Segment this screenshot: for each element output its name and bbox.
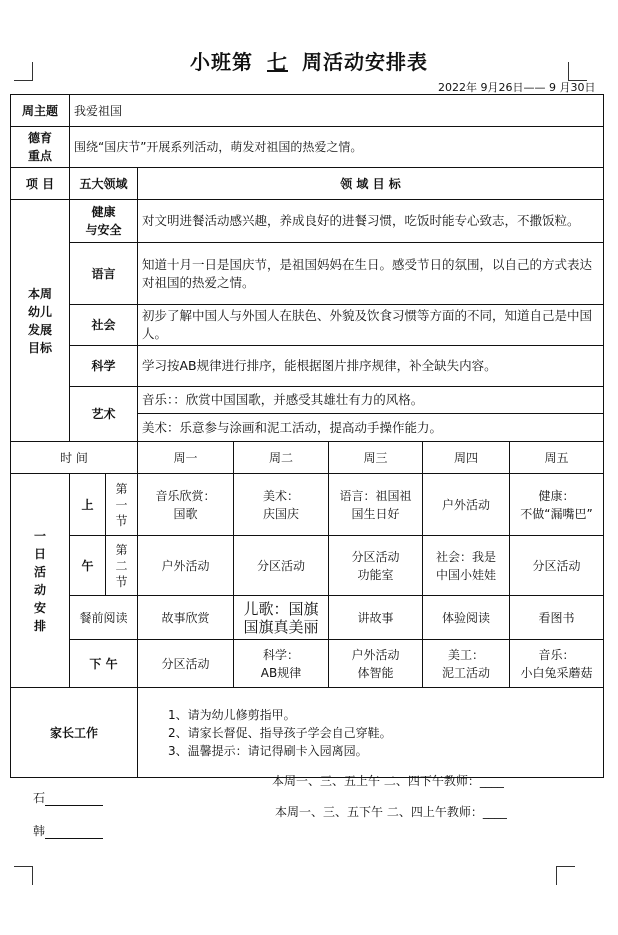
domain-name: 艺术 bbox=[70, 387, 138, 442]
domain-name: 社会 bbox=[70, 305, 138, 346]
activity-cell: 音乐： 小白兔采蘑菇 bbox=[510, 640, 604, 688]
schedule-row-period2 bbox=[11, 536, 604, 596]
title-week-number: 七 bbox=[267, 50, 288, 74]
domain-goal-music: 音乐：：欣赏中国国歌，并感受其雄壮有力的风格。 bbox=[138, 387, 604, 414]
domain-row-language bbox=[11, 243, 604, 305]
domain-name: 科学 bbox=[70, 346, 138, 387]
day-header: 周二 bbox=[234, 442, 329, 474]
crop-mark-bottom-right bbox=[556, 866, 575, 885]
activity-cell: 分区活动 功能室 bbox=[329, 536, 423, 596]
time-label: 时 间 bbox=[11, 442, 138, 474]
activity-cell: 看图书 bbox=[510, 596, 604, 640]
day-header: 周五 bbox=[510, 442, 604, 474]
domain-row-health bbox=[11, 200, 604, 243]
domain-row-social bbox=[11, 305, 604, 346]
domain-goal-fineart: 美术：乐意参与涂画和泥工活动，提高动手操作能力。 bbox=[138, 414, 604, 442]
header-fields: 五大领域 bbox=[70, 168, 138, 200]
moral-row bbox=[11, 127, 604, 168]
signature-name: 韩 bbox=[33, 824, 46, 838]
activity-cell: 分区活动 bbox=[138, 640, 234, 688]
day-header: 周四 bbox=[423, 442, 510, 474]
footer-teacher-line-2: 本周一、三、五下午 二、四上午教师：____ bbox=[275, 805, 507, 819]
moral-label: 德育 重点 bbox=[11, 127, 70, 168]
title-prefix: 小班第 bbox=[190, 50, 253, 74]
domain-row-science bbox=[11, 346, 604, 387]
activity-cell: 分区活动 bbox=[510, 536, 604, 596]
footer-teacher-line-1: 本周一、三、五上午 二、四下午教师：____ bbox=[272, 774, 504, 788]
theme-row bbox=[11, 95, 604, 127]
signature-han bbox=[33, 822, 103, 839]
daily-schedule-label: 一 日 活 动 安 排 bbox=[11, 474, 70, 688]
header-item: 项 目 bbox=[11, 168, 70, 200]
activity-cell: 健康： 不做“漏嘴巴” bbox=[510, 474, 604, 536]
page-title bbox=[0, 46, 618, 75]
parents-content bbox=[138, 688, 604, 778]
morning-label-top: 上 bbox=[70, 474, 106, 536]
activity-cell: 户外活动 体智能 bbox=[329, 640, 423, 688]
date-range: 2022年 9月26日—— 9 月30日 bbox=[438, 81, 596, 94]
activity-cell: 美工： 泥工活动 bbox=[423, 640, 510, 688]
theme-value: 我爱祖国 bbox=[70, 95, 604, 127]
signature-shi bbox=[33, 789, 103, 806]
parents-item: 3、温馨提示：请记得刷卡入园离园。 bbox=[168, 743, 368, 758]
afternoon-label: 下 午 bbox=[70, 640, 138, 688]
parents-item: 2、请家长督促、指导孩子学会自己穿鞋。 bbox=[168, 725, 392, 740]
moral-value: 围绕“国庆节”开展系列活动，萌发对祖国的热爱之情。 bbox=[70, 127, 604, 168]
schedule-row-afternoon bbox=[11, 640, 604, 688]
schedule-row-period1 bbox=[11, 474, 604, 536]
header-goals: 领 域 目 标 bbox=[138, 168, 604, 200]
activity-cell: 美术： 庆国庆 bbox=[234, 474, 329, 536]
activity-cell: 分区活动 bbox=[234, 536, 329, 596]
parents-label: 家长工作 bbox=[11, 688, 138, 778]
morning-label-bottom: 午 bbox=[70, 536, 106, 596]
activity-cell: 语言：祖国祖 国生日好 bbox=[329, 474, 423, 536]
signature-name: 石 bbox=[33, 791, 46, 805]
goals-header-row bbox=[11, 168, 604, 200]
theme-label: 周主题 bbox=[11, 95, 70, 127]
domain-name: 语言 bbox=[70, 243, 138, 305]
schedule-table bbox=[10, 94, 604, 778]
weekly-goals-label: 本周 幼儿 发展 目标 bbox=[11, 200, 70, 442]
activity-cell: 音乐欣赏： 国歌 bbox=[138, 474, 234, 536]
domain-row-art-music bbox=[11, 387, 604, 414]
activity-cell: 户外活动 bbox=[138, 536, 234, 596]
domain-goal: 对文明进餐活动感兴趣，养成良好的进餐习惯，吃饭时能专心致志，不撒饭粒。 bbox=[138, 200, 604, 243]
reading-label: 餐前阅读 bbox=[70, 596, 138, 640]
time-header-row bbox=[11, 442, 604, 474]
domain-goal: 知道十月一日是国庆节，是祖国妈妈在生日。感受节日的氛围，以自己的方式表达对祖国的热爱之情。 bbox=[138, 243, 604, 305]
activity-cell: 故事欣赏 bbox=[138, 596, 234, 640]
domain-goal: 初步了解中国人与外国人在肤色、外貌及饮食习惯等方面的不同，知道自己是中国人。 bbox=[138, 305, 604, 346]
period1-label: 第 一 节 bbox=[106, 474, 138, 536]
domain-name: 健康 与安全 bbox=[70, 200, 138, 243]
day-header: 周一 bbox=[138, 442, 234, 474]
schedule-row-reading bbox=[11, 596, 604, 640]
domain-goal: 学习按AB规律进行排序，能根据图片排序规律，补全缺失内容。 bbox=[138, 346, 604, 387]
activity-cell: 科学： AB规律 bbox=[234, 640, 329, 688]
parents-item: 1、请为幼儿修剪指甲。 bbox=[168, 707, 296, 722]
title-suffix: 周活动安排表 bbox=[302, 50, 428, 74]
day-header: 周三 bbox=[329, 442, 423, 474]
parents-row bbox=[11, 688, 604, 778]
activity-cell: 体验阅读 bbox=[423, 596, 510, 640]
period2-label: 第 二 节 bbox=[106, 536, 138, 596]
activity-cell: 社会：我是 中国小娃娃 bbox=[423, 536, 510, 596]
activity-cell: 讲故事 bbox=[329, 596, 423, 640]
activity-cell: 户外活动 bbox=[423, 474, 510, 536]
crop-mark-bottom-left bbox=[14, 866, 33, 885]
activity-cell: 儿歌：国旗 国旗真美丽 bbox=[234, 596, 329, 640]
